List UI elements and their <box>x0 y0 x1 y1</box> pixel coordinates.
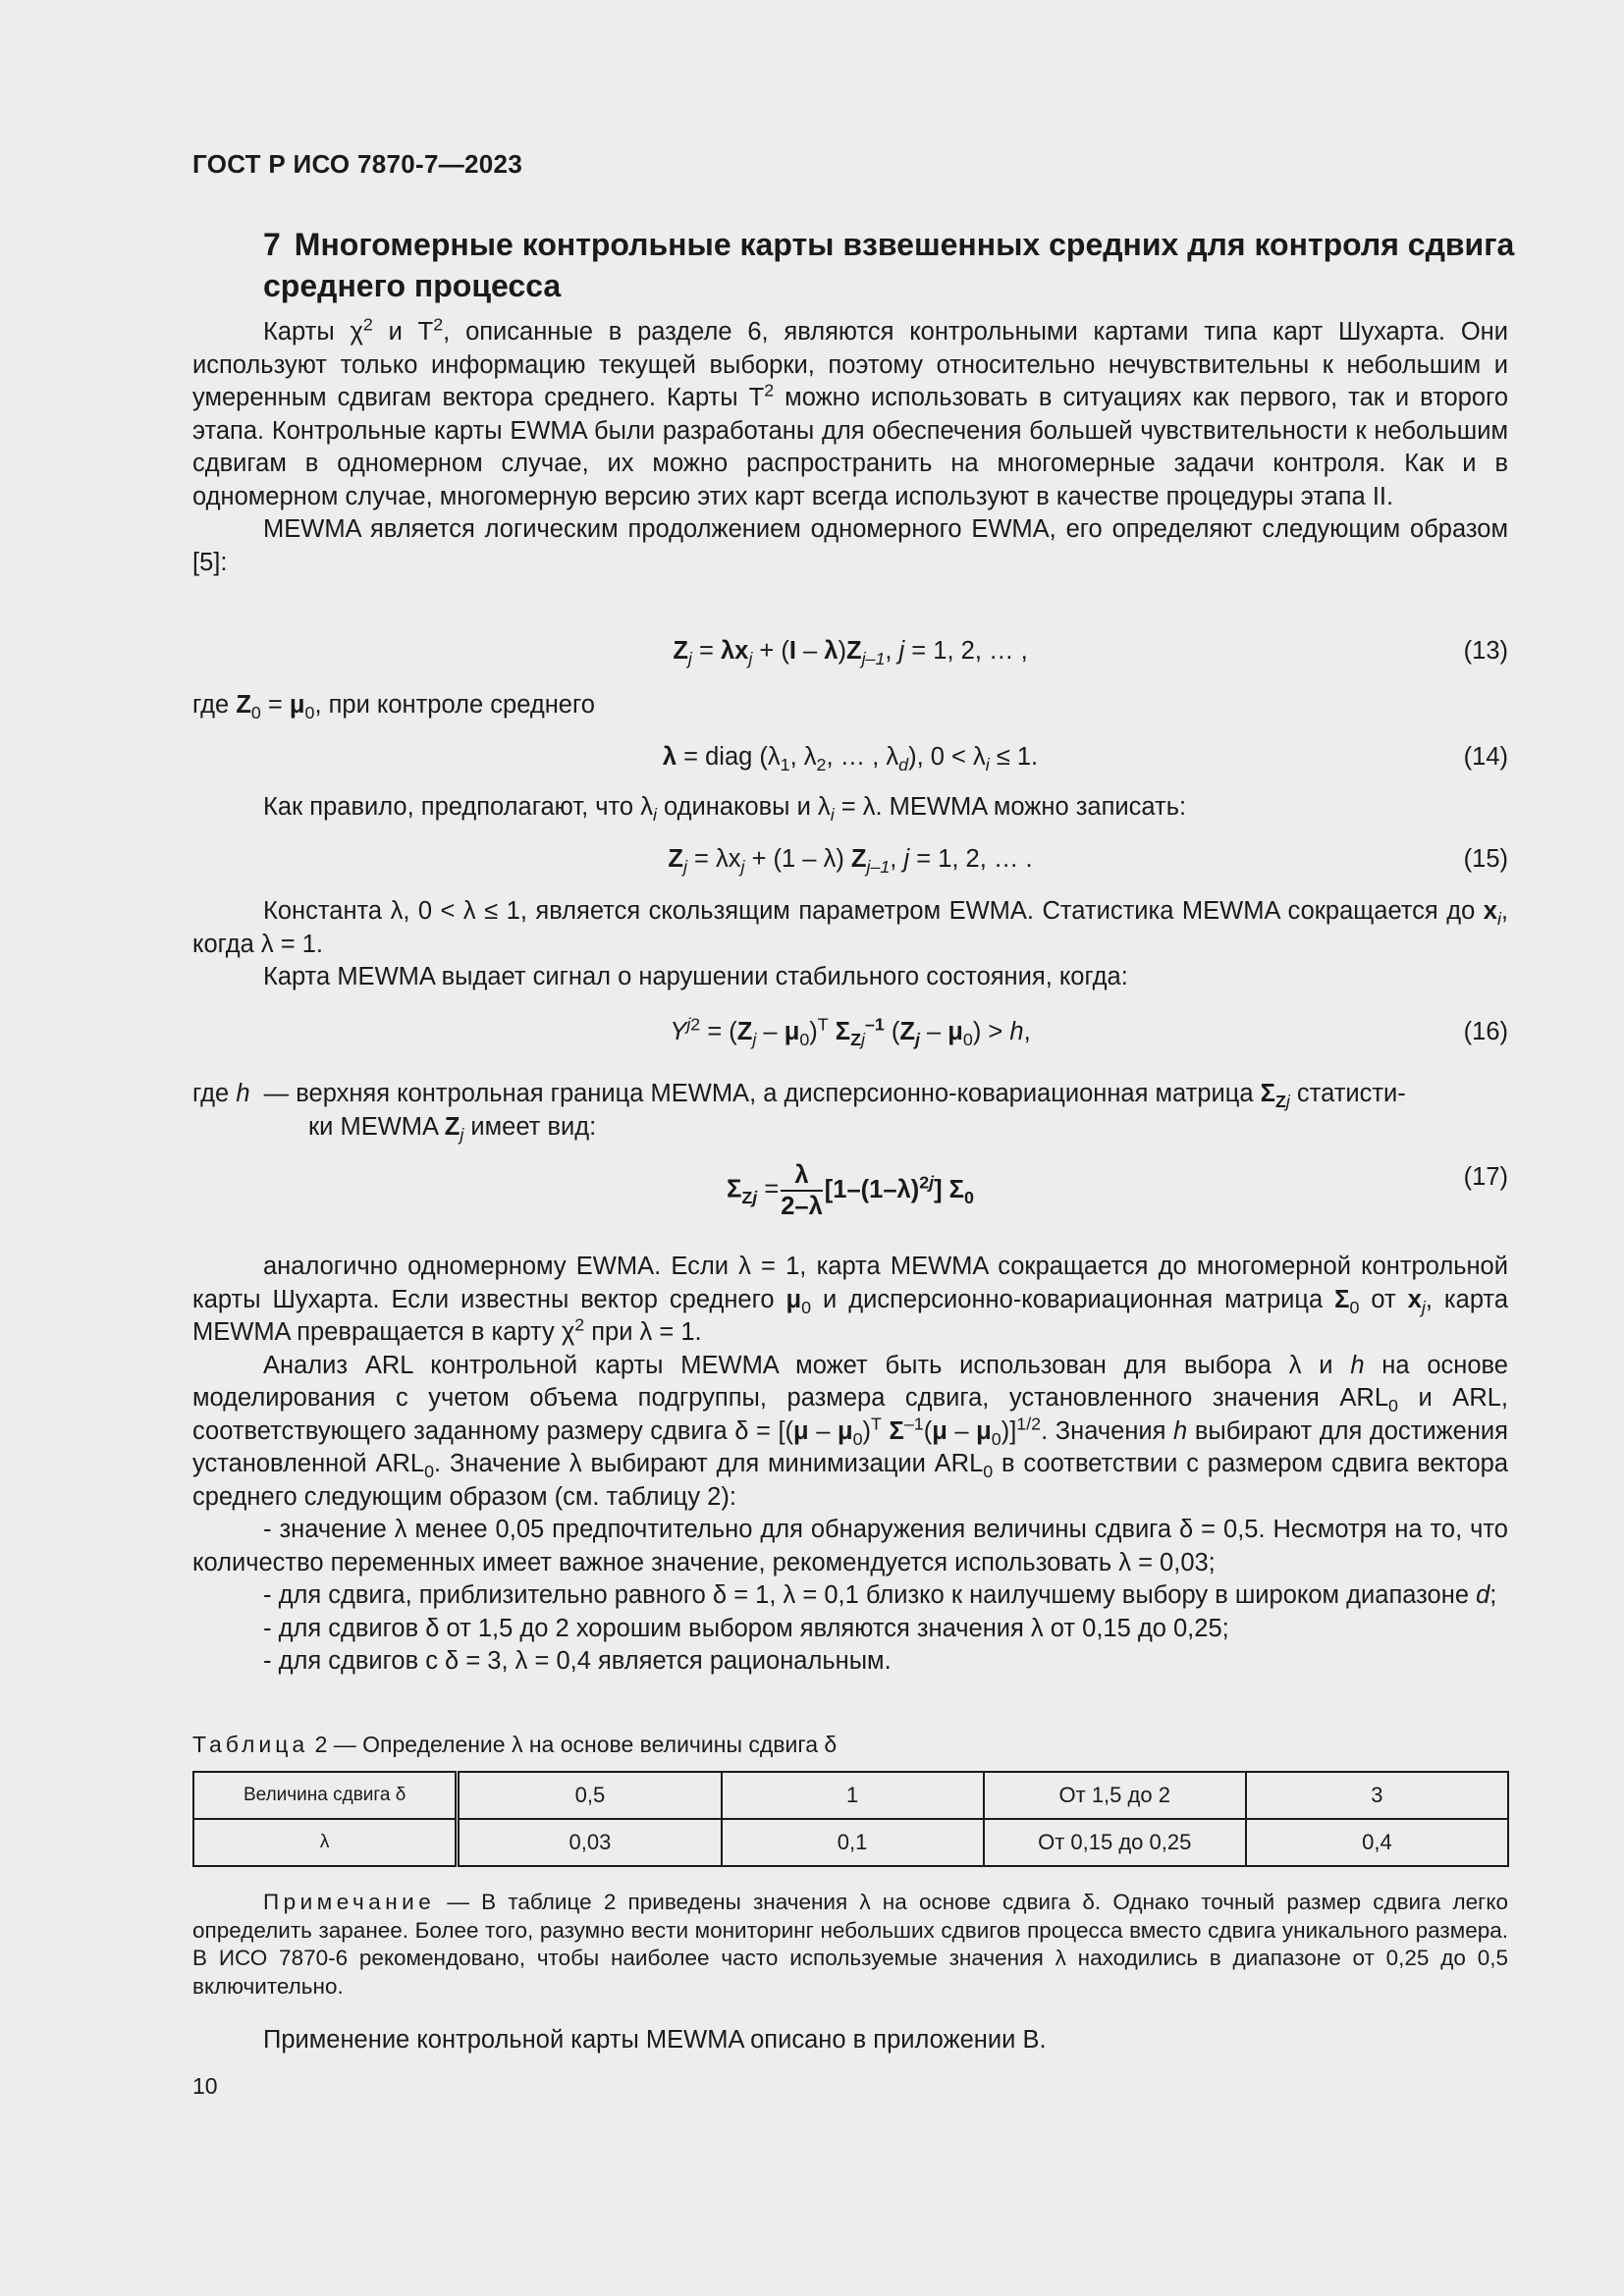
table-cell: 0,5 <box>458 1772 722 1819</box>
standard-header: ГОСТ Р ИСО 7870-7—2023 <box>192 149 523 179</box>
list-item: - для сдвигов δ от 1,5 до 2 хорошим выбором являются значения λ от 0,15 до 0,25; <box>263 1614 1229 1642</box>
lambda-table <box>192 1771 1509 1867</box>
recommendation-list <box>192 1514 1508 1679</box>
paragraph-intro: Карты $\chi^2$ и $T^2$, описанные в разделе 6, являются контрольными картами типа карт Шухарта. Они используют только информацию текущей выборки, поэтому относительно нечувствительны к небольшим и умеренным сдвигам вектора среднего. Карты $T^2$ можно использовать в ситуациях как первого, так и второго этапа. Контрольные карты EWMA были разработаны для обеспечения большей чувствительности к небольшим сдвигам в одномерном случае, их можно распространить на многомерные задачи контроля. Как и в одномерном случае, многомерную версию этих карт всегда используют в качестве процедуры этапа II. MEWMA является логическим продолжением одномерного EWMA, его определяют следующим образом [5]: <box>192 316 1508 579</box>
table-row <box>193 1819 1508 1866</box>
where-h: где h — верхняя контрольная граница MEWMA, а дисперсионно-ковариационная матрица $\Sigma_{Zj}$ статисти- ки MEWMA $Z_j$ имеет вид: <box>192 1080 1406 1145</box>
section-title <box>263 224 1540 306</box>
table-cell: От 0,15 до 0,25 <box>984 1819 1246 1866</box>
paragraph-assumption: Как правило, предполагают, что $\lambda_i$ одинаковы и $\lambda_i = \lambda$. MEWMA можно записать: <box>263 793 1187 826</box>
table-cell: λ <box>193 1819 458 1866</box>
section-number: 7 <box>263 227 281 262</box>
table-cell: 0,03 <box>458 1819 722 1866</box>
table-caption: Таблица 2 — Определение λ на основе величины сдвига δ <box>192 1732 838 1757</box>
formula-17: $\Sigma_{Zj}$ = $\frac{\lambda}{2-\lambda}$ $[1-(1-\lambda)^{2j}]$ $\Sigma_0$ (17) <box>727 1161 1508 1220</box>
page-number: 10 <box>192 2073 218 2099</box>
formula-14: λ = diag ($\lambda_1$, $\lambda_2$, … , $\lambda_d$), $0 < \lambda_i \le 1$. (14) <box>192 740 1508 779</box>
table-cell: От 1,5 до 2 <box>984 1772 1246 1819</box>
section-title-text: Многомерные контрольные карты взвешенных средних для контроля сдвига среднего процесса <box>263 227 1515 303</box>
paragraph-constant: Константа λ, 0 < λ ≤ 1, является скользящим параметром EWMA. Статистика MEWMA сокращается до $x_i$, когда λ = 1. Карта MEWMA выдает сигнал о нарушении стабильного состояния, когда: <box>192 897 1508 990</box>
table-cell: 3 <box>1246 1772 1508 1819</box>
table-cell: 0,1 <box>722 1819 984 1866</box>
paragraph-mewma-def: MEWMA является логическим продолжением одномерного EWMA, его определяют следующим образом [5]: <box>192 515 1508 576</box>
formula-16: $Y^{j2} = (Z_j - \mu_0)^T$ $\Sigma_{Zj}^{-1}$ $(Z_j - \mu_0) > h$, (16) <box>670 1014 1508 1050</box>
table-cell: 0,4 <box>1246 1819 1508 1866</box>
formula-15: $Z_j = \lambda x_j + (1 - \lambda)$ $Z_{j-1}$, j = 1, 2, … . (15) <box>192 842 1508 881</box>
paragraph-shewhart: аналогично одномерному EWMA. Если λ = 1, карта MEWMA сокращается до многомерной контрольной карты Шухарта. Если известны вектор среднего $\mu_0$ и дисперсионно-ковариационная матрица $\Sigma_0$ от $x_j$, карта MEWMA превращается в карту $\chi^2$ при λ = 1. Анализ ARL контрольной карты MEWMA может быть использован для выбора λ и h на основе моделирования с учетом объема подгруппы, размера сдвига, установленного значения $ARL_0$ и ARL, соответствующего заданному размеру сдвига $\delta = [(\mu - \mu_0)^T$ $\Sigma^{-1}(\mu - \mu_0)]^{1/2}$. Значения h выбирают для достижения установленной $ARL_0$. Значение λ выбирают для минимизации $ARL_0$ в соответствии с размером сдвига вектора среднего следующим образом (см. таблицу 2): <box>192 1253 1509 1511</box>
list-item: - значение λ менее 0,05 предпочтительно для обнаружения величины сдвига δ = 0,5. Несмотря на то, что количество переменных имеет важное значение, рекомендуется использовать λ = 0,03; <box>192 1516 1508 1576</box>
table-note: Примечание — В таблице 2 приведены значения λ на основе сдвига δ. Однако точный размер сдвига легко определить заранее. Более того, разумно вести мониторинг небольших сдвигов процесса вместо сдвига уникального размера. В ИСО 7870-6 рекомендовано, чтобы наиболее часто используемые значения λ находились в диапазоне от 0,25 до 0,5 включительно. <box>192 1890 1508 1999</box>
formula-number: (16) <box>1463 1018 1508 1045</box>
table-cell: 1 <box>722 1772 984 1819</box>
list-item: - для сдвига, приблизительно равного δ = 1, λ = 0,1 близко к наилучшему выбору в широком диапазоне d; <box>263 1581 1497 1609</box>
formula-number: (17) <box>1463 1163 1508 1191</box>
formula-number: (15) <box>1463 845 1508 873</box>
formula-number: (14) <box>1463 743 1508 771</box>
formula-number: (13) <box>1463 637 1508 665</box>
final-paragraph: Применение контрольной карты MEWMA описано в приложении В. <box>263 2026 1047 2054</box>
where-z0: где $Z_0 = \mu_0$, при контроле среднего <box>192 691 595 723</box>
formula-13: $Z_j = \lambda x_j + (I - \lambda)Z_{j-1}$, j = 1, 2, … , (13) <box>192 634 1508 673</box>
table-cell: Величина сдвига δ <box>193 1772 458 1819</box>
table-row <box>193 1772 1508 1819</box>
list-item: - для сдвигов с δ = 3, λ = 0,4 является рациональным. <box>263 1647 892 1675</box>
